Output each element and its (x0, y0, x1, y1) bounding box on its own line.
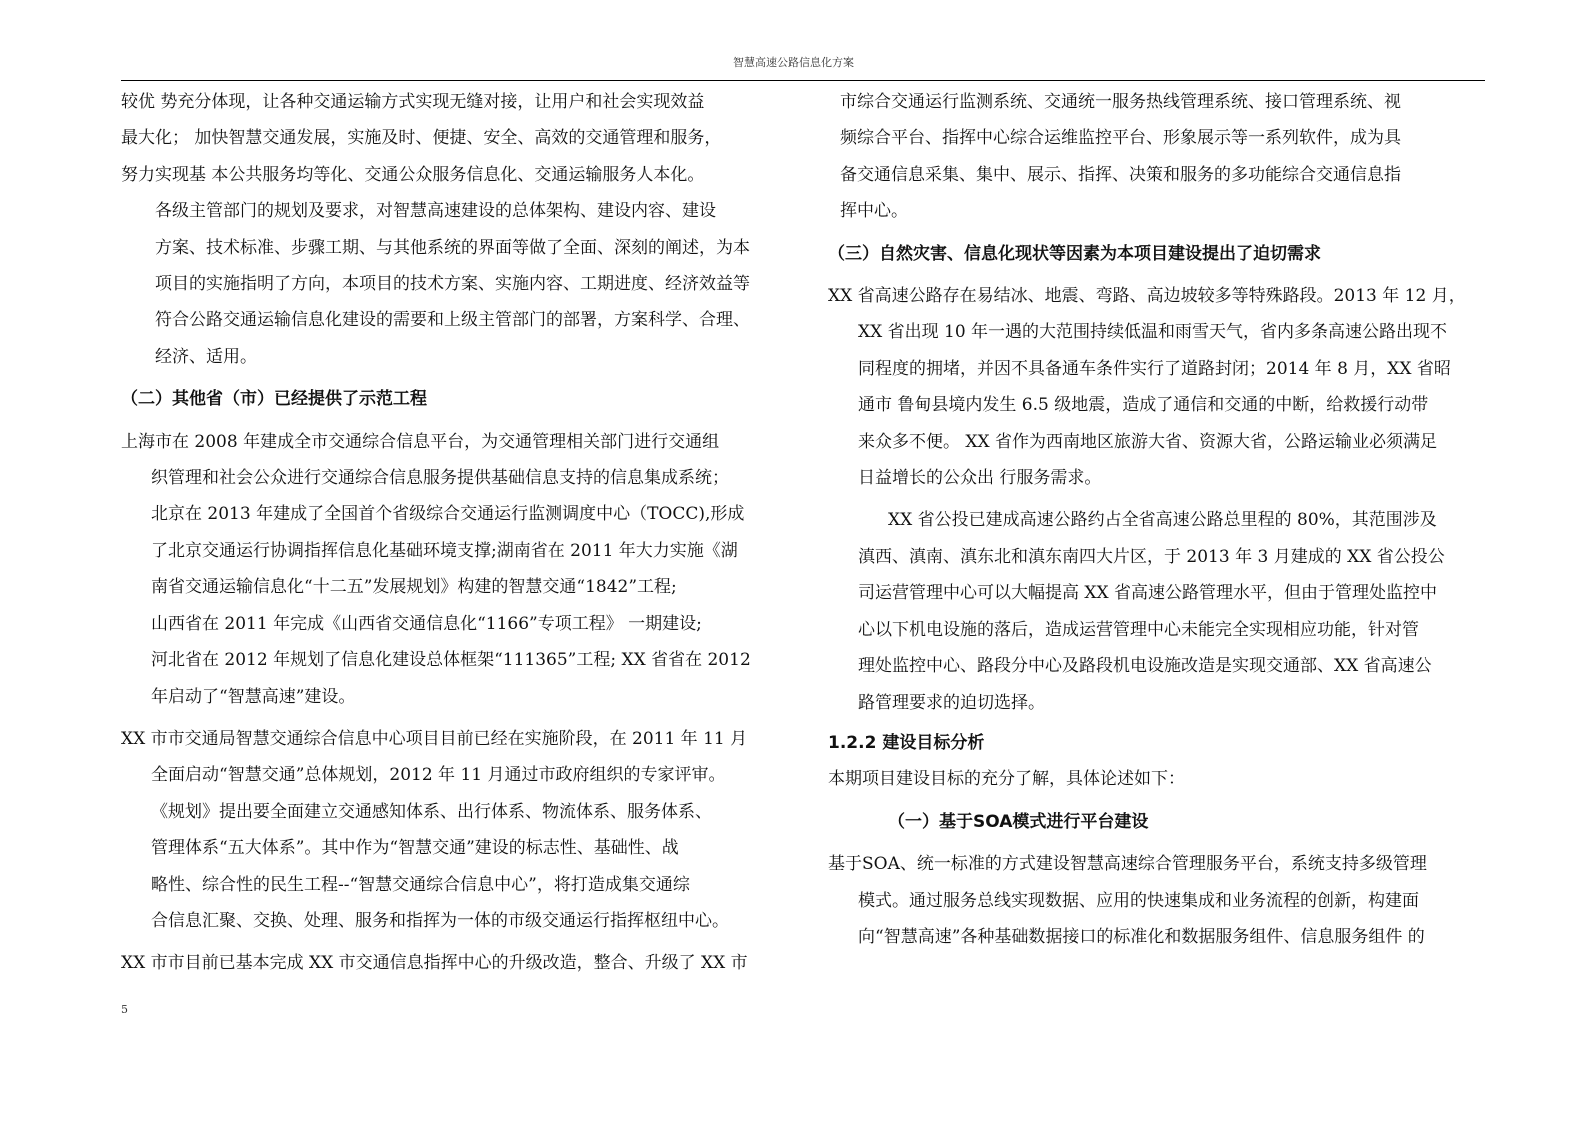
heading-other-provinces: （二）其他省（市）已经提供了示范工程 (121, 389, 427, 410)
text-line: 上海市在 2008 年建成全市交通综合信息平台，为交通管理相关部门进行交通组 (121, 431, 720, 452)
text-line: 《规划》提出要全面建立交通感知体系、出行体系、物流体系、服务体系、 (151, 801, 712, 822)
right-paragraph-4: 本期项目建设目标的充分了解，具体论述如下： (828, 769, 1185, 790)
text-line: XX 市市目前已基本完成 XX 市交通信息指挥中心的升级改造，整合、升级了 XX 市 (121, 953, 748, 974)
text-line: XX 省出现 10 年一遇的大范围持续低温和雨雪天气，省内多条高速公路出现不 (858, 322, 1448, 343)
text-line: 各级主管部门的规划及要求，对智慧高速建设的总体架构、建设内容、建设 (155, 201, 716, 222)
section-heading-1-2-2: 1.2.2 建设目标分析 (828, 732, 985, 753)
text-line: 备交通信息采集、集中、展示、指挥、决策和服务的多功能综合交通信息指 (840, 164, 1401, 185)
text-line: 路管理要求的迫切选择。 (858, 692, 1045, 713)
header-rule (121, 80, 1485, 81)
left-column (121, 84, 781, 982)
text-line: 合信息汇聚、交换、处理、服务和指挥为一体的市级交通运行指挥枢纽中心。 (151, 910, 729, 931)
text-line: 织管理和社会公众进行交通综合信息服务提供基础信息支持的信息集成系统； (151, 468, 729, 489)
left-paragraph-5 (121, 945, 781, 981)
text-line: 来众多不便。 XX 省作为西南地区旅游大省、资源大省，公路运输业必须满足 (858, 431, 1438, 452)
text-line: 山西省在 2011 年完成《山西省交通信息化“1166”专项工程》 一期建设; (151, 613, 702, 634)
right-paragraph-3 (828, 502, 1485, 720)
text-line: 市综合交通运行监测系统、交通统一服务热线管理系统、接口管理系统、视 (840, 92, 1401, 112)
text-line: 符合公路交通运输信息化建设的需要和上级主管部门的部署，方案科学、合理、 (155, 310, 750, 331)
text-line: 方案、技术标准、步骤工期、与其他系统的界面等做了全面、深刻的阐述，为本 (155, 237, 750, 258)
text-line: 频综合平台、指挥中心综合运维监控平台、形象展示等一系列软件，成为具 (840, 128, 1401, 149)
text-line: 基于SOA、统一标准的方式建设智慧高速综合管理服务平台，系统支持多级管理 (828, 854, 1427, 875)
left-paragraph-1 (121, 84, 781, 193)
text-line: 通市 鲁甸县境内发生 6.5 级地震，造成了通信和交通的中断，给救援行动带 (858, 395, 1429, 416)
text-line: 管理体系“五大体系”。其中作为“智慧交通”建设的标志性、基础性、战 (151, 838, 679, 859)
text-line: XX 省高速公路存在易结冰、地震、弯路、高边坡较多等特殊路段。2013 年 12 月， (828, 286, 1466, 307)
text-line: 心以下机电设施的落后，造成运营管理中心未能完全实现相应功能，针对管 (858, 619, 1419, 640)
left-paragraph-3 (121, 424, 781, 715)
text-line: 挥中心。 (840, 201, 908, 222)
text-line: 向“智慧高速”各种基础数据接口的标准化和数据服务组件、信息服务组件 的 (858, 926, 1425, 947)
text-line: 年启动了“智慧高速”建设。 (151, 686, 356, 707)
text-line: 理处监控中心、路段分中心及路段机电设施改造是实现交通部、XX 省高速公 (858, 656, 1432, 677)
text-line: 河北省在 2012 年规划了信息化建设总体框架“111365”工程; XX 省省在 2012 (151, 650, 751, 671)
left-paragraph-2 (121, 193, 781, 375)
right-paragraph-5 (828, 846, 1485, 955)
text-line: XX 市市交通局智慧交通综合信息中心项目目前已经在实施阶段，在 2011 年 11 月 (121, 728, 748, 749)
text-line: 日益增长的公众出 行服务需求。 (858, 468, 1102, 489)
text-line: 北京在 2013 年建成了全国首个省级综合交通运行监测调度中心（TOCC),形成 (151, 504, 745, 525)
text-line: 南省交通运输信息化“十二五”发展规划》构建的智慧交通“1842”工程; (151, 577, 677, 598)
text-line: 同程度的拥堵，并因不具备通车条件实行了道路封闭；2014 年 8 月，XX 省昭 (858, 358, 1451, 379)
text-line: 滇西、滇南、滇东北和滇东南四大片区，于 2013 年 3 月建成的 XX 省公投公 (858, 546, 1445, 567)
right-paragraph-2 (828, 278, 1485, 496)
text-line: 略性、综合性的民生工程--“智慧交通综合信息中心”，将打造成集交通综 (151, 874, 690, 895)
text-line: 较优 势充分体现，让各种交通运输方式实现无缝对接，让用户和社会实现效益 (121, 92, 705, 112)
text-line: 项目的实施指明了方向，本项目的技术方案、实施内容、工期进度、经济效益等 (155, 274, 750, 295)
text-line: 了北京交通运行协调指挥信息化基础环境支撑;湖南省在 2011 年大力实施《湖 (151, 540, 738, 561)
text-line: 经济、适用。 (155, 346, 257, 367)
running-header: 智慧高速公路信息化方案 (733, 56, 854, 69)
heading-soa-platform: （一）基于SOA模式进行平台建设 (888, 811, 1149, 832)
text-line: 司运营管理中心可以大幅提高 XX 省高速公路管理水平，但由于管理处监控中 (858, 583, 1438, 604)
heading-urgent-needs: （三）自然灾害、信息化现状等因素为本项目建设提出了迫切需求 (828, 243, 1321, 264)
right-column (828, 84, 1485, 955)
text-line: 最大化； 加快智慧交通发展，实施及时、便捷、安全、高效的交通管理和服务， (121, 128, 722, 149)
left-paragraph-4 (121, 721, 781, 939)
page-number: 5 (121, 1003, 128, 1016)
text-line: 模式。通过服务总线实现数据、应用的快速集成和业务流程的创新，构建面 (858, 890, 1419, 911)
right-paragraph-1 (828, 84, 1485, 230)
text-line: 全面启动“智慧交通”总体规划，2012 年 11 月通过市政府组织的专家评审。 (151, 765, 726, 786)
text-line: XX 省公投已建成高速公路约占全省高速公路总里程的 80%，其范围涉及 (888, 510, 1437, 531)
text-line: 努力实现基 本公共服务均等化、交通公众服务信息化、交通运输服务人本化。 (121, 164, 705, 185)
